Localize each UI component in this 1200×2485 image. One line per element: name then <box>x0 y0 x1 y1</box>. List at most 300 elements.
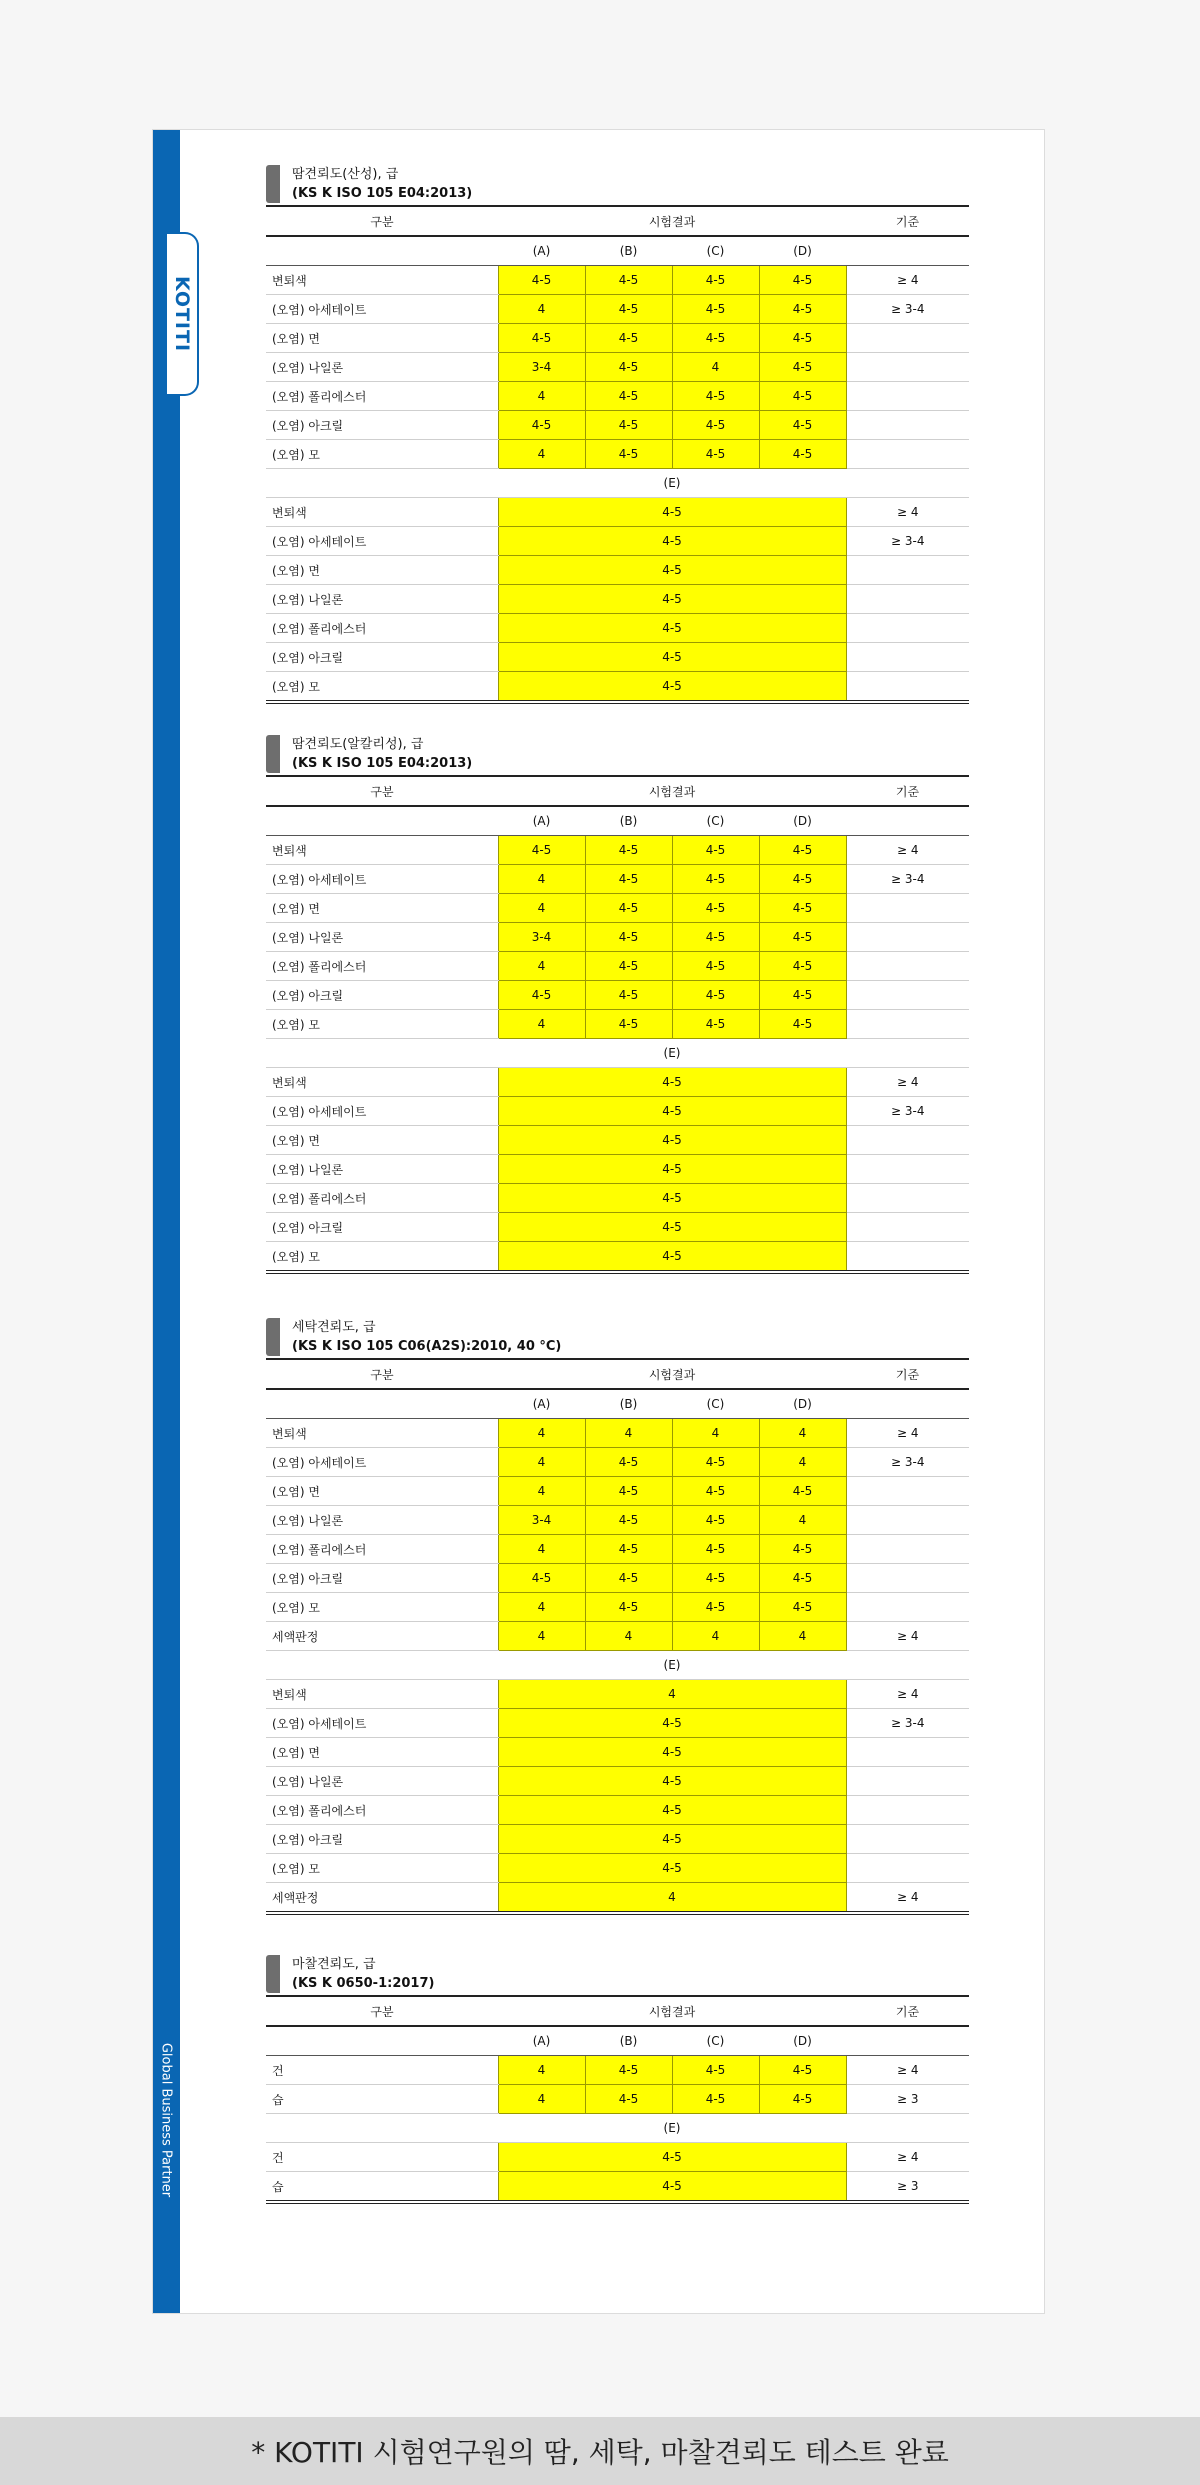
empty-cell <box>846 1039 969 1068</box>
sample-label: (C) <box>672 2026 759 2056</box>
table-row <box>266 1680 969 1709</box>
result-cell: 4-5 <box>498 585 846 614</box>
row-label: (오염) 모 <box>266 1242 498 1273</box>
row-label: (오염) 면 <box>266 556 498 585</box>
table-row <box>266 411 969 440</box>
row-label: 건 <box>266 2056 498 2085</box>
standard-cell: ≥ 4 <box>846 836 969 865</box>
result-cell: 4-5 <box>672 382 759 411</box>
row-label: (오염) 나일론 <box>266 1155 498 1184</box>
result-cell: 4 <box>498 952 585 981</box>
table-row <box>266 1825 969 1854</box>
section-heading <box>266 730 969 775</box>
result-cell: 4 <box>759 1448 846 1477</box>
row-label: (오염) 폴리에스터 <box>266 614 498 643</box>
sample-label: (D) <box>759 806 846 836</box>
table-row <box>266 498 969 527</box>
result-cell: 4-5 <box>759 1593 846 1622</box>
result-cell: 4-5 <box>498 672 846 703</box>
table-row <box>266 952 969 981</box>
result-cell: 4-5 <box>585 836 672 865</box>
result-cell: 4 <box>498 865 585 894</box>
sample-label: (A) <box>498 2026 585 2056</box>
result-cell: 4-5 <box>498 643 846 672</box>
row-label: (오염) 모 <box>266 1010 498 1039</box>
result-cell: 4-5 <box>585 1010 672 1039</box>
header-standard: 기준 <box>846 206 969 236</box>
table-row <box>266 1068 969 1097</box>
table-row <box>266 527 969 556</box>
result-cell: 4-5 <box>672 1448 759 1477</box>
table-row <box>266 440 969 469</box>
table-row <box>266 614 969 643</box>
section-standard: (KS K ISO 105 C06(A2S):2010, 40 °C) <box>292 1339 562 1354</box>
row-label: 세액판정 <box>266 1883 498 1914</box>
result-cell: 4 <box>498 1883 846 1914</box>
table-row <box>266 585 969 614</box>
sample-e-row <box>266 2114 969 2143</box>
result-cell: 4-5 <box>759 1564 846 1593</box>
standard-cell <box>846 1564 969 1593</box>
standard-cell <box>846 440 969 469</box>
standard-cell: ≥ 4 <box>846 1680 969 1709</box>
result-cell: 4-5 <box>672 1010 759 1039</box>
row-label: 습 <box>266 2085 498 2114</box>
row-label: (오염) 아크릴 <box>266 1213 498 1242</box>
result-cell: 4-5 <box>585 1506 672 1535</box>
standard-cell <box>846 894 969 923</box>
result-cell: 4-5 <box>498 411 585 440</box>
result-cell: 4-5 <box>498 1564 585 1593</box>
row-label: (오염) 나일론 <box>266 1506 498 1535</box>
table-row <box>266 295 969 324</box>
standard-cell <box>846 614 969 643</box>
table-row <box>266 1593 969 1622</box>
standard-cell <box>846 1010 969 1039</box>
section-title-block <box>292 165 472 203</box>
result-cell: 4 <box>585 1419 672 1448</box>
sample-e-row <box>266 1039 969 1068</box>
table-row <box>266 556 969 585</box>
row-label: (오염) 폴리에스터 <box>266 1535 498 1564</box>
section-title-block <box>292 1318 561 1356</box>
table-row <box>266 1796 969 1825</box>
result-cell: 4-5 <box>585 440 672 469</box>
result-cell: 4 <box>498 440 585 469</box>
section-marker <box>266 1955 280 1993</box>
row-label: 세액판정 <box>266 1622 498 1651</box>
row-label: (오염) 아크릴 <box>266 411 498 440</box>
standard-cell: ≥ 3-4 <box>846 865 969 894</box>
table-row <box>266 2172 969 2203</box>
header-results: 시험결과 <box>498 206 846 236</box>
result-cell: 4-5 <box>498 2172 846 2203</box>
result-cell: 4-5 <box>672 981 759 1010</box>
header-category: 구분 <box>266 776 498 806</box>
result-cell: 4 <box>498 1477 585 1506</box>
result-cell: 4-5 <box>498 1155 846 1184</box>
row-label: (오염) 아세테이트 <box>266 1709 498 1738</box>
row-label: (오염) 폴리에스터 <box>266 382 498 411</box>
standard-cell <box>846 585 969 614</box>
row-label: (오염) 면 <box>266 1738 498 1767</box>
sample-label: (A) <box>498 806 585 836</box>
result-cell: 4-5 <box>759 836 846 865</box>
header-category: 구분 <box>266 206 498 236</box>
sample-label: (B) <box>585 2026 672 2056</box>
brand-sidebar <box>153 130 193 2313</box>
table-row <box>266 1477 969 1506</box>
result-cell: 4-5 <box>759 324 846 353</box>
row-label: (오염) 아크릴 <box>266 981 498 1010</box>
row-label: 변퇴색 <box>266 1680 498 1709</box>
result-cell: 4-5 <box>498 1709 846 1738</box>
header-results: 시험결과 <box>498 776 846 806</box>
standard-cell <box>846 1155 969 1184</box>
row-label: (오염) 아세테이트 <box>266 295 498 324</box>
result-cell: 4-5 <box>585 2056 672 2085</box>
result-cell: 4 <box>585 1622 672 1651</box>
result-cell: 4-5 <box>759 1010 846 1039</box>
result-cell: 4 <box>498 1448 585 1477</box>
row-label: (오염) 아세테이트 <box>266 1097 498 1126</box>
result-cell: 4-5 <box>585 1477 672 1506</box>
result-cell: 4-5 <box>672 1535 759 1564</box>
result-cell: 4-5 <box>498 1213 846 1242</box>
standard-cell <box>846 1477 969 1506</box>
result-cell: 4-5 <box>585 411 672 440</box>
result-cell: 4-5 <box>585 266 672 295</box>
row-label: (오염) 폴리에스터 <box>266 952 498 981</box>
standard-cell <box>846 1593 969 1622</box>
table-row <box>266 894 969 923</box>
result-cell: 4 <box>672 1622 759 1651</box>
row-label: (오염) 나일론 <box>266 1767 498 1796</box>
results-table <box>266 1358 969 1915</box>
table-row <box>266 643 969 672</box>
test-section <box>266 1950 969 2204</box>
result-cell: 4-5 <box>585 2085 672 2114</box>
result-cell: 4 <box>498 1010 585 1039</box>
row-label: (오염) 나일론 <box>266 353 498 382</box>
table-row <box>266 1010 969 1039</box>
table-row <box>266 353 969 382</box>
table-row <box>266 1854 969 1883</box>
result-cell: 4-5 <box>672 440 759 469</box>
result-cell: 4 <box>759 1622 846 1651</box>
result-cell: 4-5 <box>498 1184 846 1213</box>
standard-cell <box>846 1506 969 1535</box>
result-cell: 4 <box>498 1593 585 1622</box>
sample-label: (D) <box>759 1389 846 1419</box>
result-cell: 4-5 <box>759 411 846 440</box>
row-label: (오염) 모 <box>266 1593 498 1622</box>
sample-e-row <box>266 1651 969 1680</box>
result-cell: 4-5 <box>672 923 759 952</box>
standard-cell <box>846 1825 969 1854</box>
result-cell: 4-5 <box>672 411 759 440</box>
row-label: (오염) 모 <box>266 672 498 703</box>
result-cell: 4-5 <box>498 527 846 556</box>
result-cell: 4-5 <box>759 353 846 382</box>
empty-cell <box>846 469 969 498</box>
result-cell: 4-5 <box>498 1854 846 1883</box>
empty-cell <box>846 806 969 836</box>
standard-cell <box>846 1213 969 1242</box>
result-cell: 4-5 <box>672 1506 759 1535</box>
table-row <box>266 2143 969 2172</box>
standard-cell <box>846 923 969 952</box>
standard-cell <box>846 1796 969 1825</box>
result-cell: 4-5 <box>498 1126 846 1155</box>
sample-label: (E) <box>498 2114 846 2143</box>
empty-cell <box>846 2026 969 2056</box>
row-label: (오염) 아세테이트 <box>266 527 498 556</box>
row-label: (오염) 폴리에스터 <box>266 1184 498 1213</box>
table-row <box>266 324 969 353</box>
empty-cell <box>846 1389 969 1419</box>
row-label: (오염) 폴리에스터 <box>266 1796 498 1825</box>
result-cell: 4-5 <box>759 2085 846 2114</box>
standard-cell: ≥ 4 <box>846 1883 969 1914</box>
result-cell: 4 <box>672 1419 759 1448</box>
standard-cell <box>846 324 969 353</box>
result-cell: 4-5 <box>585 353 672 382</box>
standard-cell: ≥ 3-4 <box>846 1709 969 1738</box>
result-cell: 4-5 <box>585 1593 672 1622</box>
result-cell: 4-5 <box>585 1535 672 1564</box>
row-label: (오염) 아세테이트 <box>266 1448 498 1477</box>
result-cell: 4-5 <box>759 440 846 469</box>
section-title: 세탁견뢰도, 급 <box>292 1320 376 1335</box>
standard-cell <box>846 556 969 585</box>
table-header-row <box>266 1996 969 2026</box>
table-row <box>266 1419 969 1448</box>
result-cell: 4-5 <box>672 266 759 295</box>
row-label: (오염) 아크릴 <box>266 643 498 672</box>
result-cell: 4-5 <box>498 1767 846 1796</box>
result-cell: 4-5 <box>672 295 759 324</box>
table-row <box>266 1155 969 1184</box>
logo-tab <box>167 232 199 396</box>
result-cell: 4-5 <box>672 2085 759 2114</box>
table-row <box>266 2056 969 2085</box>
section-heading <box>266 1313 969 1358</box>
row-label: 변퇴색 <box>266 498 498 527</box>
result-cell: 4-5 <box>672 865 759 894</box>
table-row <box>266 1213 969 1242</box>
sample-label: (E) <box>498 1039 846 1068</box>
section-title: 땀견뢰도(산성), 급 <box>292 167 399 182</box>
row-label: (오염) 아세테이트 <box>266 865 498 894</box>
results-table <box>266 1995 969 2204</box>
result-cell: 4-5 <box>585 923 672 952</box>
sample-label: (C) <box>672 236 759 266</box>
standard-cell <box>846 1242 969 1273</box>
sample-label: (B) <box>585 806 672 836</box>
test-section <box>266 730 969 1274</box>
table-row <box>266 1448 969 1477</box>
result-cell: 4-5 <box>672 1477 759 1506</box>
result-cell: 4 <box>759 1419 846 1448</box>
sample-header-row <box>266 1389 969 1419</box>
table-row <box>266 2085 969 2114</box>
header-standard: 기준 <box>846 1996 969 2026</box>
header-category: 구분 <box>266 1996 498 2026</box>
result-cell: 4-5 <box>585 382 672 411</box>
sample-e-row <box>266 469 969 498</box>
result-cell: 3-4 <box>498 1506 585 1535</box>
result-cell: 4 <box>498 1535 585 1564</box>
standard-cell: ≥ 3-4 <box>846 295 969 324</box>
result-cell: 4-5 <box>585 295 672 324</box>
empty-cell <box>266 2114 498 2143</box>
section-standard: (KS K ISO 105 E04:2013) <box>292 186 473 201</box>
result-cell: 3-4 <box>498 923 585 952</box>
caption-banner: * KOTITI 시험연구원의 땀, 세탁, 마찰견뢰도 테스트 완료 <box>0 2417 1200 2485</box>
kotiti-logo: KOTITI <box>171 275 193 353</box>
result-cell: 4-5 <box>498 836 585 865</box>
standard-cell <box>846 1854 969 1883</box>
standard-cell: ≥ 3 <box>846 2085 969 2114</box>
sample-label: (A) <box>498 236 585 266</box>
result-cell: 4 <box>759 1506 846 1535</box>
table-row <box>266 1622 969 1651</box>
row-label: 변퇴색 <box>266 836 498 865</box>
table-row <box>266 1767 969 1796</box>
row-label: 건 <box>266 2143 498 2172</box>
result-cell: 4-5 <box>498 1242 846 1273</box>
result-cell: 4-5 <box>759 894 846 923</box>
table-row <box>266 1184 969 1213</box>
header-results: 시험결과 <box>498 1359 846 1389</box>
row-label: 변퇴색 <box>266 1419 498 1448</box>
result-cell: 3-4 <box>498 353 585 382</box>
empty-cell <box>846 236 969 266</box>
empty-cell <box>846 1651 969 1680</box>
result-cell: 4-5 <box>759 382 846 411</box>
table-row <box>266 672 969 703</box>
empty-cell <box>266 1389 498 1419</box>
section-heading <box>266 160 969 205</box>
standard-cell: ≥ 4 <box>846 1068 969 1097</box>
standard-cell <box>846 1184 969 1213</box>
result-cell: 4-5 <box>585 1564 672 1593</box>
standard-cell: ≥ 3 <box>846 2172 969 2203</box>
result-cell: 4-5 <box>759 2056 846 2085</box>
standard-cell <box>846 1767 969 1796</box>
result-cell: 4-5 <box>498 1796 846 1825</box>
header-results: 시험결과 <box>498 1996 846 2026</box>
section-marker <box>266 735 280 773</box>
test-section <box>266 1313 969 1915</box>
header-category: 구분 <box>266 1359 498 1389</box>
sample-label: (C) <box>672 1389 759 1419</box>
sample-label: (A) <box>498 1389 585 1419</box>
standard-cell <box>846 411 969 440</box>
row-label: (오염) 모 <box>266 440 498 469</box>
empty-cell <box>266 1039 498 1068</box>
standard-cell <box>846 643 969 672</box>
section-standard: (KS K ISO 105 E04:2013) <box>292 756 473 771</box>
section-standard: (KS K 0650-1:2017) <box>292 1976 435 1991</box>
table-row <box>266 1097 969 1126</box>
results-table <box>266 205 969 704</box>
standard-cell <box>846 952 969 981</box>
sample-label: (B) <box>585 236 672 266</box>
result-cell: 4-5 <box>759 981 846 1010</box>
result-cell: 4 <box>498 1680 846 1709</box>
result-cell: 4-5 <box>759 952 846 981</box>
sample-header-row <box>266 2026 969 2056</box>
standard-cell: ≥ 3-4 <box>846 1097 969 1126</box>
result-cell: 4 <box>498 1622 585 1651</box>
sample-label: (B) <box>585 1389 672 1419</box>
section-title: 마찰견뢰도, 급 <box>292 1957 376 1972</box>
empty-cell <box>266 469 498 498</box>
standard-cell <box>846 672 969 703</box>
empty-cell <box>266 806 498 836</box>
empty-cell <box>266 236 498 266</box>
result-cell: 4-5 <box>498 266 585 295</box>
result-cell: 4 <box>498 894 585 923</box>
standard-cell <box>846 382 969 411</box>
result-cell: 4-5 <box>672 836 759 865</box>
result-cell: 4-5 <box>498 1738 846 1767</box>
result-cell: 4-5 <box>585 894 672 923</box>
table-row <box>266 923 969 952</box>
result-cell: 4-5 <box>585 1448 672 1477</box>
result-cell: 4-5 <box>498 556 846 585</box>
table-row <box>266 1535 969 1564</box>
row-label: (오염) 나일론 <box>266 923 498 952</box>
standard-cell <box>846 1535 969 1564</box>
table-row <box>266 981 969 1010</box>
table-row <box>266 382 969 411</box>
section-title-block <box>292 735 472 773</box>
section-title: 땀견뢰도(알칼리성), 급 <box>292 737 424 752</box>
result-cell: 4 <box>498 1419 585 1448</box>
empty-cell <box>266 2026 498 2056</box>
result-cell: 4-5 <box>498 1097 846 1126</box>
table-row <box>266 266 969 295</box>
row-label: 변퇴색 <box>266 266 498 295</box>
row-label: (오염) 모 <box>266 1854 498 1883</box>
result-cell: 4-5 <box>759 1535 846 1564</box>
result-cell: 4-5 <box>672 894 759 923</box>
sample-label: (D) <box>759 2026 846 2056</box>
row-label: (오염) 나일론 <box>266 585 498 614</box>
table-header-row <box>266 206 969 236</box>
result-cell: 4-5 <box>672 952 759 981</box>
table-row <box>266 1242 969 1273</box>
result-cell: 4-5 <box>759 295 846 324</box>
header-standard: 기준 <box>846 1359 969 1389</box>
result-cell: 4-5 <box>498 1825 846 1854</box>
result-cell: 4-5 <box>759 923 846 952</box>
result-cell: 4-5 <box>498 981 585 1010</box>
result-cell: 4 <box>498 2056 585 2085</box>
result-cell: 4-5 <box>759 266 846 295</box>
section-marker <box>266 165 280 203</box>
tagline: Global Business Partner <box>158 2042 174 2198</box>
result-cell: 4-5 <box>498 498 846 527</box>
standard-cell: ≥ 4 <box>846 498 969 527</box>
standard-cell: ≥ 4 <box>846 266 969 295</box>
result-cell: 4 <box>498 2085 585 2114</box>
row-label: (오염) 면 <box>266 1126 498 1155</box>
table-row <box>266 1709 969 1738</box>
